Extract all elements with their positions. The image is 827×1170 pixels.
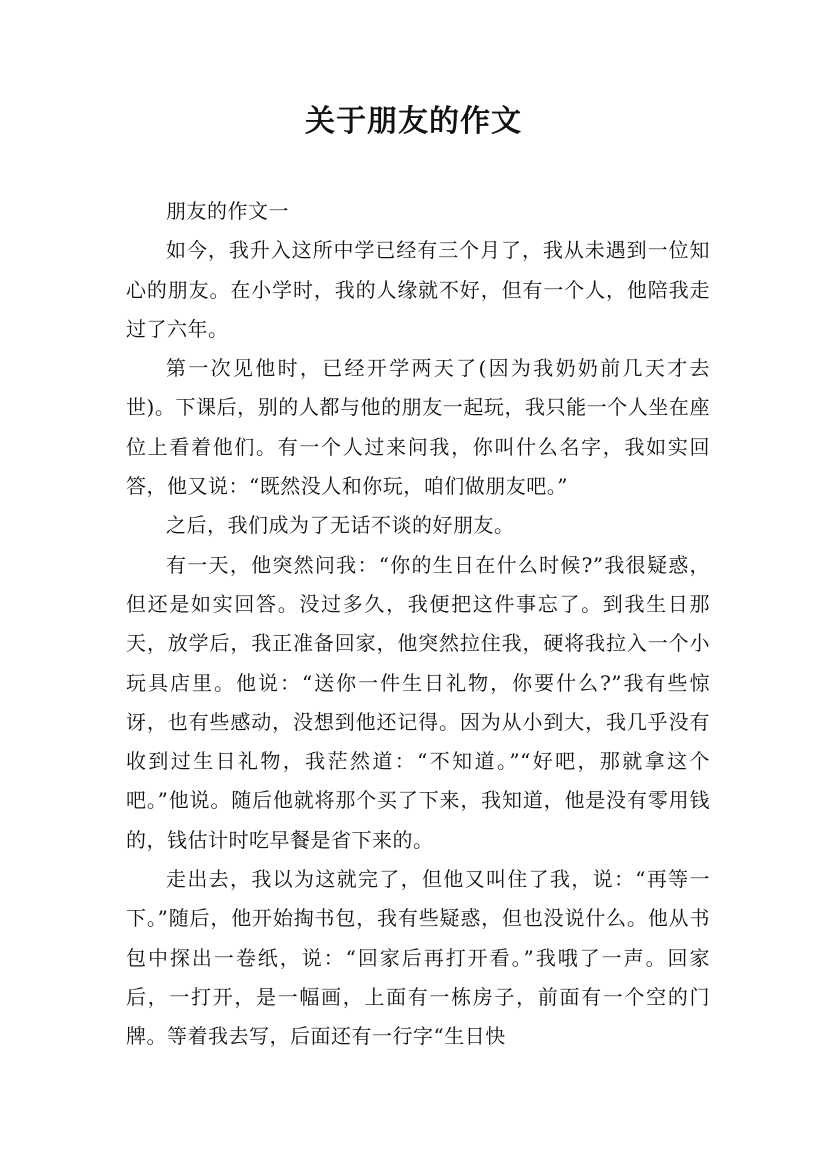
document-title: 关于朋友的作文 — [305, 104, 522, 139]
paragraph: 第一次见他时，已经开学两天了(因为我奶奶前几天才去世)。下课后，别的人都与他的朋友一起玩，我只能一个人坐在座位上看着他们。有一个人过来问我，你叫什么名字，我如实回答，他又说：“既然没人和你玩，咱们做朋友吧。” — [126, 356, 710, 499]
paragraph: 如今，我升入这所中学已经有三个月了，我从未遇到一位知心的朋友。在小学时，我的人缘就不好，但有一个人，他陪我走过了六年。 — [126, 238, 710, 341]
paragraph: 之后，我们成为了无话不谈的好朋友。 — [166, 513, 515, 538]
paragraph: 有一天，他突然问我：“你的生日在什么时候?”我很疑惑，但还是如实回答。没过多久，我便把这件事忘了。到我生日那天，放学后，我正准备回家，他突然拉住我，硬将我拉入一个小玩具店里。他说：“送你一件生日礼物，你要什么?”我有些惊讶，也有些感动，没想到他还记得。因为从小到大，我几乎没有收到过生日礼物，我茫然道：“不知道。”“好吧，那就拿这个吧。”他说。随后他就将那个买了下来，我知道，他是没有零用钱的，钱估计时吃早餐是省下来的。 — [126, 552, 710, 852]
paragraph: 走出去，我以为这就完了，但他又叫住了我，说：“再等一下。”随后，他开始掏书包，我有些疑惑，但也没说什么。他从书包中探出一卷纸，说：“回家后再打开看。”我哦了一声。回家后，一打开，是一幅画，上面有一栋房子，前面有一个空的门牌。等着我去写，后面还有一行字“生日快 — [126, 867, 710, 1049]
section-heading: 朋友的作文一 — [166, 199, 289, 223]
document-body — [126, 192, 710, 1057]
